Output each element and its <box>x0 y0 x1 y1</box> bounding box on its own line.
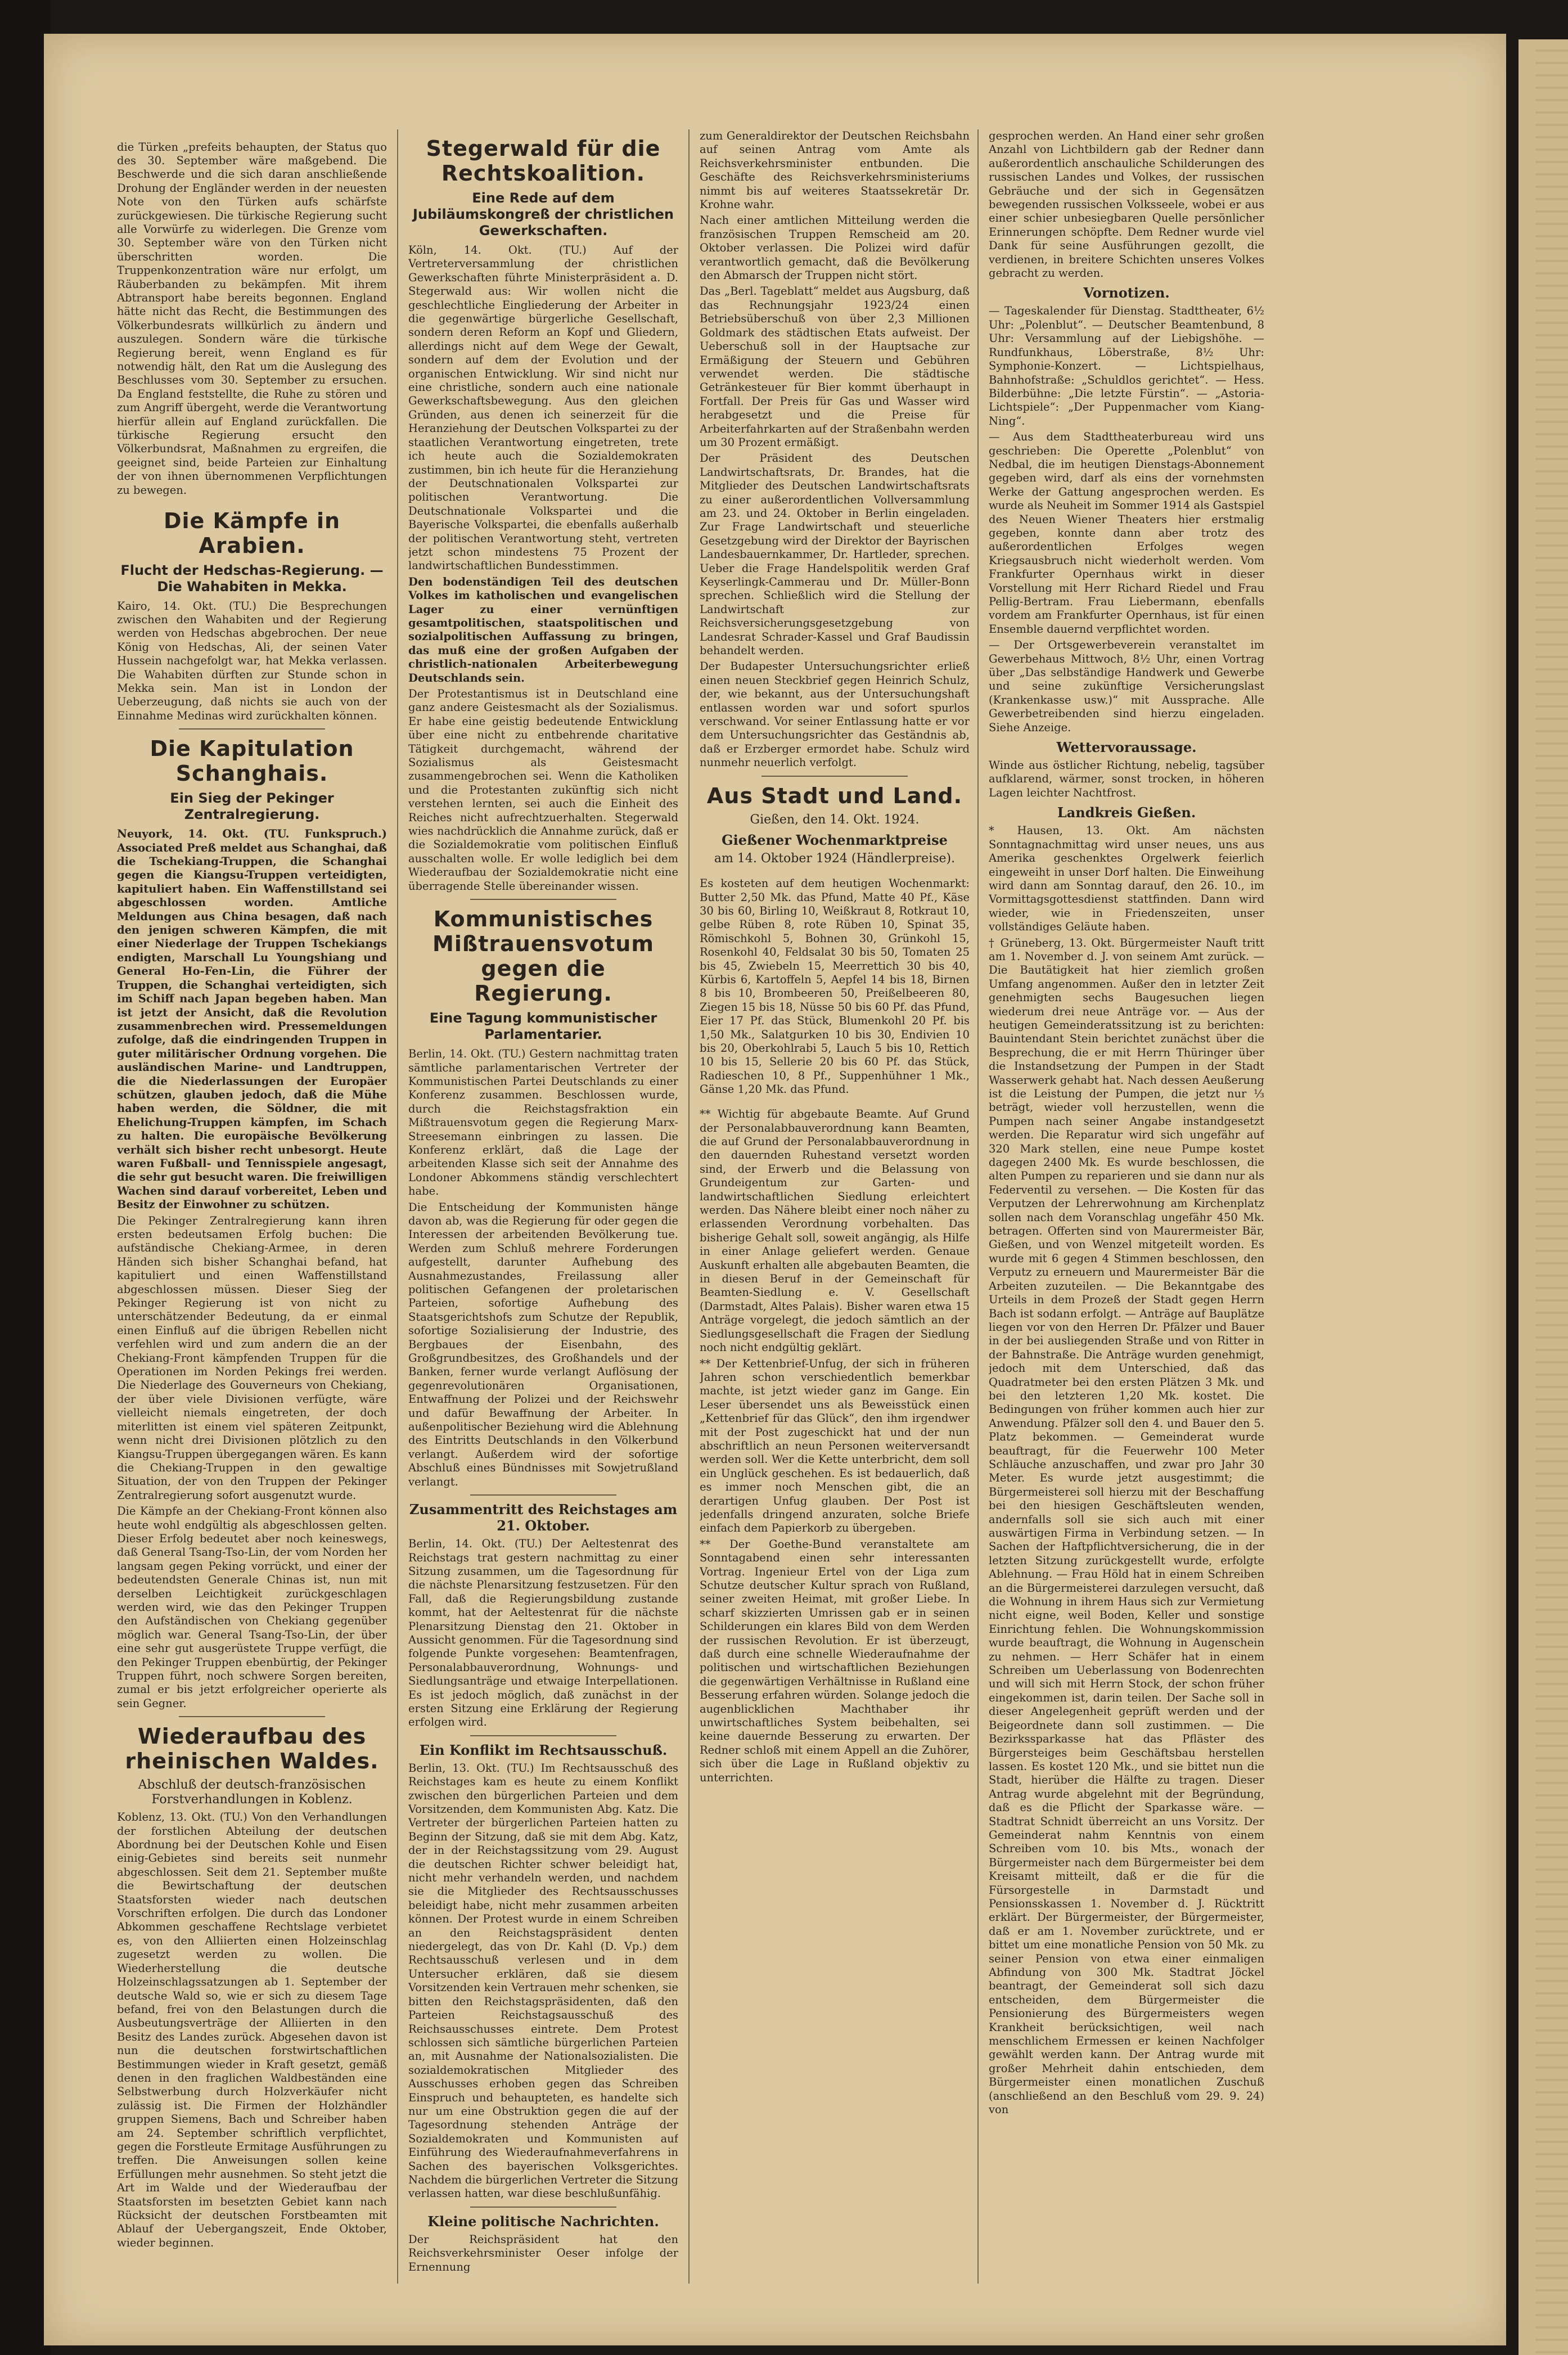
headline-wetter: Wettervoraussage. <box>1056 739 1197 756</box>
article-stegerwald-bold: Den bodenständigen Teil des deutschen Volkes im katholischen und evangelischen Lager zu einer vernünftigen gesamtpolitischen, staatspolitischen und sozialpolitischen Auffassung zu bringen, das muß eine der großen Aufgaben der christlich-nationalen Arbeiterbewegung Deutschlands sein. <box>408 575 678 685</box>
article-shanghai-lead: Neuyork, 14. Okt. (TU. Funkspruch.) Associated Preß meldet aus Schanghai, daß die Tschekiang-Truppen, die Schanghai gegen die Kiangsu-Truppen verteidigten, kapituliert haben. Ein Waffenstillstand sei abgeschlossen worden. Amtliche Meldungen aus China besagen, daß nach den jenigen schweren Kämpfen, die mit einer Niederlage der Truppen Tschekiangs endigten, Marschall Lu Youngshiang und General Ho-Fen-Lin, die Führer der Truppen, die Schanghai verteidigten, sich im Schiff nach Japan begeben haben. Man ist jetzt der Ansicht, daß die Revolution zusammenbrechen wird. Pressemeldungen zufolge, daß die eindringenden Truppen in guter militärischer Ordnung vorgehen. Die ausländischen Marine- und Landtruppen, die die Niederlassungen der Europäer schützen, glauben jedoch, daß die Mühe haben werden, die Söldner, die mit Ehelichung-Truppen kämpfen, im Schach zu halten. Die europäische Bevölkerung verhält sich bisher recht unbesorgt. Heute waren Fußball- und Tennisspiele angesagt, die sehr gut besucht waren. Die freiwilligen Wachen sind darauf vorbereitet, Leben und Besitz der Einwohner zu schützen. <box>117 827 387 1212</box>
article-reichsbahn: zum Generaldirektor der Deutschen Reichsbahn auf seinen Antrag vom Amte als Reichsverkehrsminister entbunden. Die Geschäfte des Reichsverkehrsministeriums nimmt bis auf weiteres Staatssekretär Dr. Krohne wahr. <box>700 129 970 211</box>
headline-stegerwald: Stegerwald für die Rechtskoalition. <box>426 136 661 186</box>
article-stegerwald: Köln, 14. Okt. (TU.) Auf der Vertreterversammlung der christlichen Gewerkschaften führte Ministerpräsident a. D. Stegerwald aus: Wir wollen nicht die geschlechtliche Eingliederung der Arbeiter in die gegenwärtige bürgerliche Gesellschaft, sondern deren Reform an Kopf und Gliedern, allerdings nicht auf dem Wege der Gewalt, sondern auf dem der Evolution und der organischen Entwicklung. Wir sind nicht nur eine christliche, sondern auch eine nationale Gewerkschaftsbewegung. Aus den gleichen Gründen, aus denen ich seinerzeit für die Heranziehung der Deutschen Volkspartei zu der staatlichen Verantwortung eingetreten, trete ich heute auch die Sozialdemokraten zustimmen, bin ich heute für die Heranziehung der Deutschnationalen Volkspartei zur politischen Verantwortung. Die Deutschnationale Volkspartei und die Bayerische Volkspartei, die ebenfalls außerhalb der politischen Verantwortung steht, vertreten jetzt schon mindestens 75 Prozent der landwirtschaftlichen Bundesstimmen. <box>408 244 678 573</box>
headline-market-prices: Gießener Wochenmarktpreise <box>722 831 948 848</box>
headline-shanghai: Die Kapitulation Schanghais. <box>150 736 354 786</box>
article-turkey-continued: die Türken „prefeits behaupten, der Status quo des 30. September wäre maßgebend. Die Beschwerde und die sich daran anschließende Drohung der Engländer werden in der neuesten Note von den Türken aufs schärfste zurückgewiesen. Die türkische Regierung sucht alle Vorwürfe zu widerlegen. Die Grenze vom 30. September wäre von den Türken nicht überschritten worden. Die Truppenkonzentration wäre nur erfolgt, um Räuberbanden zu bekämpfen. Mit ihrem Abtransport habe bereits begonnen. England hätte nicht das Recht, die Bestimmungen des Völkerbundesrats willkürlich zu ändern und auszulegen. Sondern wäre die türkische Regierung bereit, wenn England es für notwendig hält, den Rat um die Auslegung des Beschlusses vom 30. September zu ersuchen. Da England feststellte, die Ruhe zu stören und zum Angriff übergeht, werde die Verantwortung hierfür allein auf England zurückfallen. Die türkische Regierung ersucht den Völkerbundsrat, Maßnahmen zu ergreifen, die geeignet sind, beide Parteien zur Einhaltung der von ihnen übernommenen Verpflichtungen zu bewegen. <box>117 140 387 497</box>
subheadline-kpd: Eine Tagung kommunistischer Parlamentarier. <box>429 1010 657 1043</box>
subheadline-market-prices: am 14. Oktober 1924 (Händlerpreise). <box>714 851 956 866</box>
article-shanghai-body-2: Die Kämpfe an der Chekiang-Front können also heute wohl endgültig als abgeschlossen gelten. Dieser Erfolg bedeutet aber noch keineswegs, daß General Tsang-Tso-Lin, der vom Norden her langsam gegen Peking vorrückt, und einer der bedeutendsten Generale Chinas ist, nun mit derselben Leichtigkeit zurückgeschlagen werden wird, wie das den Pekinger Truppen den Aufständischen von Chekiang gegenüber möglich war. General Tsang-Tso-Lin, der über eine sehr gut ausgerüstete Truppe verfügt, die den Pekinger Truppen ebenbürtig, der Pekinger Truppen führt, noch schwere Sorgen bereiten, zumal er bis jetzt erfolgreicher operierte als sein Gegner. <box>117 1505 387 1710</box>
article-remscheid: Nach einer amtlichen Mitteilung werden die französischen Truppen Remscheid am 20. Oktober verlassen. Die Polizei wird dafür verantwortlich gemacht, daß die Bevölkerung den Abmarsch der Truppen nicht stört. <box>700 214 970 282</box>
column-4 <box>989 129 1264 2284</box>
subheadline-shanghai: Ein Sieg der Pekinger Zentralregierung. <box>170 790 334 823</box>
subheadline-arabia: Flucht der Hedschas-Regierung. — Die Wahabiten in Mekka. <box>120 562 384 595</box>
article-tageskalender: — Tageskalender für Dienstag. Stadttheater, 6½ Uhr: „Polenblut“. — Deutscher Beamtenbund, 8 Uhr: Versammlung auf der Liebigshöhe. — Rundfunkhaus, Löberstraße, 8½ Uhr: Symphonie-Konzert. — Lichtspielhaus, Bahnhofstraße: „Schuldlos gerichtet“. — Hess. Bilderbühne: „Die letzte Fürstin“. — „Astoria-Lichtspiele“: „Der Puppenmacher vom Kiang-Ning“. <box>989 304 1264 427</box>
article-kettenbrief: ** Der Kettenbrief-Unfug, der sich in früheren Jahren schon verschiedentlich bemerkbar machte, ist jetzt wieder ganz im Gange. Ein Leser übersendet uns als Beweisstück einen „Kettenbrief für das Glück“, den ihm irgendwer mit der Post zugeschickt hat und der nun abschriftlich an neun Personen weiterversandt werden soll. Wer die Kette unterbricht, dem soll ein Unglück geschehen. Es ist bedauerlich, daß es immer noch Menschen gibt, die an derartigen Unfug glauben. Der Post ist jedenfalls dringend anzuraten, solche Briefe einfach dem Papierkorb zu übergeben. <box>700 1357 970 1535</box>
article-arabia: Kairo, 14. Okt. (TU.) Die Besprechungen zwischen den Wahabiten und der Regierung werden von Hedschas abgebrochen. Der neue König von Hedschas, Ali, der seinen Vater Hussein nachgefolgt war, hat Mekka verlassen. Die Wahabiten dürften zur Stunde schon in Mekka sein. Man ist in London der Ueberzeugung, daß nichts sie auch von der Einnahme Medinas wird zurückhalten können. <box>117 599 387 722</box>
separator <box>470 899 616 900</box>
section-title-stadt-und-land: Aus Stadt und Land. <box>706 783 963 808</box>
adjacent-page-text <box>1535 39 1568 2355</box>
article-forest: Koblenz, 13. Okt. (TU.) Von den Verhandlungen der forstlichen Abteilung der deutschen Abordnung bei der Deutschen Kohle und Eisen einig-Gebietes sind bereits seit nunmehr abgeschlossen. Seit dem 21. September mußte die Bewirtschaftung der deutschen Staatsforsten wieder nach deutschen Vorschriften erfolgen. Die durch das Londoner Abkommen geschaffene Rechtslage verbietet es, von den Alliierten einen Holzeinschlag zugesetzt werden zu wollen. Die Wiederherstellung die deutsche Holzeinschlagssatzungen ab 1. September der deutsche Wald so, wie er sich zu diesem Tage befand, frei von den Belastungen durch die Ausbeutungsverträge der Alliierten in den Besitz des Landes zurück. Abgesehen davon ist nun die deutschen forstwirtschaftlichen Bestimmungen wieder in Kraft gesetzt, gemäß denen in den fraglichen Waldbeständen eine Selbstwerbung durch Holzverkäufer nicht zulässig ist. Die Firmen der Holzhändler gruppen Siemens, Bach und Schreiber haben am 24. September schriftlich verpflichtet, gegen die Forstleute Ermitage Ausführungen zu treffen. Die Anweisungen sollen keine Erfüllungen mehr ausnehmen. So steht jetzt die Art im Walde und der Wiederaufbau der Staatsforsten im besetzten Gebiet kann nach Rücksicht der deutschen Forstbeamten mit Ablauf der Uebergangszeit, Ende Oktober, wieder beginnen. <box>117 1811 387 2249</box>
article-goethe-bund: ** Der Goethe-Bund veranstaltete am Sonntagabend einen sehr interessanten Vortrag. Ingenieur Ertel von der Liga zum Schutze deutscher Kultur sprach von Rußland, seiner zweiten Heimat, mit großer Liebe. In scharf skizzierten Umrissen gab er in seinen Schilderungen ein klares Bild von dem Werden der russischen Revolution. Er ist überzeugt, daß durch eine schnelle Wiederaufnahme der politischen und wirtschaftlichen Beziehungen die gegenwärtigen Verhältnisse in Rußland eine Besserung erfahren würden. Solange jedoch die augenblicklichen Machthaber ihr unwirtschaftliches System beibehalten, sei keine dauernde Besserung zu erwarten. Der Redner schloß mit einem Appell an die Zuhörer, sich über die Lage in Rußland objektiv zu unterrichten. <box>700 1537 970 1784</box>
subheadline-forest: Abschluß der deutsch-französischen Forstverhandlungen in Koblenz. <box>138 1778 366 1807</box>
article-goethe-continued: gesprochen werden. An Hand einer sehr großen Anzahl von Lichtbildern gab der Redner dann außerordentlich anschauliche Schilderungen des russischen Landes und Volkes, der russischen Gebräuche und der sich in Gegensätzen bewegenden russischen Volksseele, wobei er aus einer schier unbesiegbaren Quelle persönlicher Erinnerungen schöpfte. Dem Redner wurde viel Dank für seine Ausführungen gezollt, die verdienen, in breitere Schichten unseres Volkes gebracht zu werden. <box>989 129 1264 280</box>
headline-reichstag: Zusammentritt des Reichstages am 21. Oktober. <box>409 1501 678 1534</box>
separator <box>470 2207 616 2208</box>
article-kpd-2: Die Entscheidung der Kommunisten hänge davon ab, was die Regierung für oder gegen die Interessen der arbeitenden Bevölkerung tue. Werden zum Schluß mehrere Forderungen aufgestellt, darunter Aufhebung des Ausnahmezustandes, Freilassung aller politischen Gefangenen der proletarischen Parteien, sofortige Aufhebung des Staatsgerichtshofs zum Schutze der Republik, sofortige Sozialisierung der Industrie, des Bergbaues der Eisenbahn, des Großgrundbesitzes, des Großhandels und der Banken, ferner wurde verlangt Auflösung der gegenrevolutionären Organisationen, Entwaffnung der Polizei und der Reichswehr und dafür Bewaffnung der Arbeiter. In außenpolitischer Beziehung wird die Ablehnung des Eintritts Deutschlands in den Völkerbund verlangt. Außerdem wird der sofortige Abschluß eines Bündnisses mit Sowjetrußland verlangt. <box>408 1200 678 1488</box>
column-rule <box>688 129 690 2284</box>
market-price-list: Es kosteten auf dem heutigen Wochenmarkt: Butter 2,50 Mk. das Pfund, Matte 40 Pf., Käse 30 bis 60, Birling 10, Weißkraut 8, Rotkraut 10, gelbe Rüben 8, rote Rüben 10, Spinat 35, Römischkohl 5, Bohnen 30, Grünkohl 15, Rosenkohl 40, Feldsalat 30 bis 50, Tomaten 25 bis 45, Zwiebeln 15, Meerrettich 30 bis 40, Kürbis 6, Kartoffeln 5, Aepfel 14 bis 18, Birnen 8 bis 10, Brombeeren 50, Preißelbeeren 80, Ziegen 15 bis 18, Nüsse 50 bis 60 Pf. das Pfund, Eier 17 Pf. das Stück, Blumenkohl 20 Pf. bis 1,50 Mk., Salatgurken 10 bis 30, Endivien 10 bis 20, Oberkohlrabi 5, Lauch 5 bis 10, Rettich 10 bis 15, Sellerie 20 bis 60 Pf. das Stück, Radieschen 10, 8 Pf., Suppenhühner 1 Mk., Gänse 1,20 Mk. das Pfund. <box>700 877 970 1096</box>
headline-forest: Wiederaufbau des rheinischen Waldes. <box>125 1724 379 1774</box>
article-augsburg: Das „Berl. Tageblatt“ meldet aus Augsburg, daß das Rechnungsjahr 1923/24 einen Betriebsüberschuß von über 2,3 Millionen Goldmark des städtischen Etats aufweist. Der Ueberschuß soll in der Hauptsache zur Ermäßigung der Steuern und Gebühren verwendet werden. Die städtische Getränkesteuer für Bier kommt überhaupt in Fortfall. Der Preis für Gas und Wasser wird herabgesetzt und die Preise für Arbeiterfahrkarten auf der Straßenbahn werden um 30 Prozent ermäßigt. <box>700 285 970 449</box>
article-grueneberg: † Grüneberg, 13. Okt. Bürgermeister Nauft tritt am 1. November d. J. von seinem Amt zurück. — Die Bautätigkeit hat hier ziemlich großen Umfang angenommen. Außer den in letzter Zeit genehmigten sechs Baugesuchen liegen wiederum drei neue Anträge vor. — Aus der heutigen Gemeinderatssitzung ist zu berichten: Bauintendant Stein berichtet zunächst über die Besprechung, die er mit Herrn Thüringer über die Instandsetzung der Pumpen in der Stadt Wasserwerk gehabt hat. Nach dessen Aeußerung ist die Leistung der Pumpen, die jetzt nur ⅓ beträgt, wieder voll herzustellen, wenn die Pumpen nach seiner Angabe instandgesetzt werden. Die Reparatur wird sich ungefähr auf 320 Mark stellen, eine neue Pumpe kostet dagegen 2400 Mk. Es wurde beschlossen, die alten Pumpen zu reparieren und sie dann nur als Federventil zu versehen. — Die Kosten für das Verputzen der Lehrerwohnung am Kirchenplatz sollen nach dem Voranschlag ungefähr 450 Mk. betragen. Offerten sind von Maurermeister Bär, Gießen, und von Wenzel mitgeteilt worden. Es wurde mit 6 gegen 4 Stimmen beschlossen, den Verputz zu erneuern und Maurermeister Bär die Arbeiten zuzuteilen. — Die Bekanntgabe des Urteils in dem Prozeß der Stadt gegen Herrn Bach ist sodann erfolgt. — Anträge auf Bauplätze liegen vor von den Herren Dr. Pfälzer und Bauer in der bei ausliegenden Straße und von Ritter in der Bahnstraße. Die Anträge wurden genehmigt, jedoch mit dem Unterschied, daß das Quadratmeter bei den ersten Plätzen 3 Mk. und bei den letzteren 1,20 Mk. kostet. Die Bedingungen von früher kommen auch hier zur Anwendung. Pfälzer soll den 4. und Bauer den 5. Platz bekommen. — Gemeinderat wurde beauftragt, für die Feuerwehr 100 Meter Schläuche anzuschaffen, und zwar pro Jahr 30 Meter. Es wurde jetzt ausgestimmt; die Bürgermeisterei soll hierzu mit der Beschaffung bei den hiesigen Geschäftsleuten wenden, andernfalls soll sie sich auch mit einer auswärtigen Firma in Verbindung setzen. — In Sachen der Haftpflichtversicherung, die in der letzten Sitzung zurückgestellt wurde, erfolgte Ablehnung. — Frau Höld hat in einem Schreiben an die Bürgermeisterei darzulegen versucht, daß die Wohnung in ihrem Haus sich zur Vermietung nicht eigne, weil Boden, Keller und sonstige Einrichtung fehlen. Die Wohnungskommission wurde beauftragt, die Wohnung in Augenschein zu nehmen. — Herr Schäfer hat in einem Schreiben um Ueberlassung von Bodenrechten und will sich mit Herrn Stock, der schon früher eingekommen ist, darin teilen. Der Sache soll in dieser Angelegenheit geprüft werden und der Beigeordnete dann soll zustimmen. — Die Bezirkssparkasse hat das Pfläster des Bürgersteiges beim Geschäftsbau herstellen lassen. Es kostet 120 Mk., und sie bittet nun die Stadt, hierüber die Hälfte zu tragen. Dieser Antrag wurde abgelehnt mit der Begründung, daß es die Pflicht der Sparkasse wäre. — Stadtrat Schnidt überreicht an uns Vorsitz. Der Gemeinderat nahm Kenntnis von einem Schreiben vom 10. bis Mts., wonach der Bürgermeister nach dem Bürgermeister bei dem Kreisamt mitteilt, daß er die für die Fürsorgestelle in Darmstadt und Pensionsskassen 1. November d. J. Rücktritt erklärt. Der Bürgermeister, der Bürgermeister, daß er am 1. November zurücktrete, und er bittet um eine monatliche Pension von 50 Mk. zu seiner Pension von etwa einer einmaligen Abfindung von 300 Mk. Stadtrat Jöckel beantragt, der Gemeinderat soll sich dazu entscheiden, dem Bürgermeister die Pensionierung des Bürgermeisters wegen Krankheit berücksichtigen, weil nach menschlichem Ermessen er keinen Nachfolger gewählt werden kann. Der Antrag wurde mit großer Mehrheit dahin entschieden, dem Bürgermeister einen monatlichen Zuschuß (anschließend an den Beschluß vom 29. 9. 24) von <box>989 936 1264 2117</box>
separator <box>179 728 325 730</box>
article-konflikt: Berlin, 13. Okt. (TU.) Im Rechtsausschuß des Reichstages kam es heute zu einem Konflikt zwischen den bürgerlichen Parteien und dem Vorsitzenden, dem Kommunisten Abg. Katz. Die Vertreter der bürgerlichen Parteien hatten zu Beginn der Sitzung, daß sie mit dem Abg. Katz, der in der Reichstagssitzung vom 29. August die deutschen Richter schwer beleidigt hat, nicht mehr verhandeln werden, und nachdem sie die Mitglieder des Rechtsausschusses beleidigt habe, nicht mehr zusammen arbeiten können. Der Protest wurde in einem Schreiben an den Reichstagspräsident denten niedergelegt, das von Dr. Kahl (D. Vp.) dem Rechtsausschuß verlesen und in dem Untersucher erklären, daß sie diesem Vorsitzenden kein Vertrauen mehr schenken, sie bitten den Reichstagspräsidenten, daß den Parteien Reichstagsausschuß des Reichsausschusses eintrete. Dem Protest schlossen sich sämtliche bürgerlichen Parteien an, mit Ausnahme der Nationalsozialisten. Die sozialdemokratischen Mitglieder des Ausschusses erhoben gegen das Schreiben Einspruch und behaupteten, es handelte sich nur um eine Obstruktion gegen die auf der Tagesordnung stehenden Anträge der Sozialdemokraten und Kommunisten auf Einführung des Wiederaufnahmeverfahrens in Sachen des bayerischen Volksgerichtes. Nachdem die bürgerlichen Vertreter die Sitzung verlassen hatten, war diese beschlußunfähig. <box>408 1761 678 2200</box>
article-hausen: * Hausen, 13. Okt. Am nächsten Sonntagnachmittag wird unser neues, uns aus Amerika geschenktes Orgelwerk feierlich eingeweiht in unser Dorf halten. Die Einweihung wird dann am Sonntag darauf, den 26. 10., im Vormittagsgottesdienst stattfinden. Dann wird wieder, wie in Friedenszeiten, unser vollständiges Geläute haben. <box>989 824 1264 934</box>
column-3 <box>700 129 970 2284</box>
subheadline-stegerwald: Eine Rede auf dem Jubiläumskongreß der christlichen Gewerkschaften. <box>413 190 674 238</box>
column-1 <box>117 129 387 2284</box>
headline-kleine: Kleine politische Nachrichten. <box>427 2213 659 2230</box>
article-stadttheater: — Aus dem Stadttheaterbureau wird uns geschrieben: Die Operette „Polenblut“ von Nedbal, die im heutigen Dienstags-Abonnement gegeben wird, darf als eins der vornehmsten Werke der Gattung angesprochen werden. Es wurde als Neuheit im Sommer 1914 als Gastspiel des Neuen Wiener Theaters hier erstmalig gegeben, konnte dann aber trotz des außerordentlichen Erfolges wegen Kriegsausbruch nicht wiederholt werden. Vom Frankfurter Opernhaus wirkt in dieser Vorstellung mit Herr Richard Riedel und Frau Pellig-Bertram. Frau Liebermann, ebenfalls vordem am Frankfurter Opernhaus, ist für einen Ensemble dauernd verpflichtet worden. <box>989 430 1264 636</box>
article-beamte: ** Wichtig für abgebaute Beamte. Auf Grund der Personalabbauverordnung kann Beamten, die auf Grund der Personalabbauverordnung in den dauernden Ruhestand versetzt worden sind, der Erwerb und die Belassung von Grundeigentum zur Garten- und landwirtschaftlichen Siedlung erleichtert werden. Das Nähere bleibt einer noch näher zu erlassenden Verordnung vorbehalten. Das bisherige Gehalt soll, soweit angängig, als Hilfe in einer Anlage geliefert werden. Genaue Auskunft erhalten alle abgebauten Beamten, die in diesen Beruf in der Gemeinschaft für Beamten-Siedlung e. V. Gesellschaft (Darmstadt, Altes Palais). Bisher waren etwa 15 Anträge vorgelegt, die jedoch sämtlich an der Siedlungsgesellschaft die Fragen der Siedlung noch nicht endgültig geklärt. <box>700 1107 970 1354</box>
headline-landkreis: Landkreis Gießen. <box>1057 804 1196 821</box>
article-reichstag: Berlin, 14. Okt. (TU.) Der Aeltestenrat des Reichstags trat gestern nachmittag zu einer Sitzung zusammen, um die Tagesordnung für die nächste Plenarsitzung festzusetzen. Für den Fall, daß die Regierungsbildung zustande kommt, hat der Aeltestenrat für die nächste Plenarsitzung Dienstag den 21. Oktober in Aussicht genommen. Für die Tagesordnung sind folgende Punkte vorgesehen: Beamtenfragen, Personalabbauverordnung, Wohnungs- und Siedlungsanträge und etwaige Interpellationen. Es ist jedoch möglich, daß zunächst in der ersten Sitzung eine Erklärung der Regierung erfolgen wird. <box>408 1537 678 1729</box>
separator <box>470 1494 616 1496</box>
background-edge <box>0 0 51 2355</box>
headline-konflikt: Ein Konflikt im Rechtsausschuß. <box>419 1741 668 1758</box>
separator <box>762 776 908 777</box>
article-ortsgewerbeverein: — Der Ortsgewerbeverein veranstaltet im Gewerbehaus Mittwoch, 8½ Uhr, einen Vortrag über „Das selbständige Handwerk und Gewerbe und seine zukünftige Versicherungslast (Krankenkasse usw.)“ mit Aussprache. Alle Gewerbetreibenden sind hierzu eingeladen. Siehe Anzeige. <box>989 638 1264 734</box>
separator <box>470 1735 616 1736</box>
article-stegerwald-2: Der Protestantismus ist in Deutschland eine ganz andere Geistesmacht als der Sozialismus. Er habe eine geistig bedeutende Entwicklung über eine nicht zu entbehrende charitative Tätigkeit durchgemacht, während der Sozialismus als Geistesmacht zusammengebrochen sei. Wenn die Katholiken und die Protestanten zukünftig sich nicht verstehen lernten, sei auch die Einheit des Reiches nicht aufrechtzuerhalten. Stegerwald wies nachdrücklich die Annahme zurück, daß er die Sozialdemokratie vom politischen Einfluß ausschalten wolle. Er wolle lediglich bei dem Wiederaufbau der Sozialdemokratie nicht eine überragende Stelle übereinander wissen. <box>408 687 678 893</box>
article-kpd: Berlin, 14. Okt. (TU.) Gestern nachmittag traten sämtliche parlamentarischen Vertreter der Kommunistischen Partei Deutschlands zu einer Konferenz zusammen. Beschlossen wurde, durch die Reichstagsfraktion ein Mißtrauensvotum gegen die Regierung Marx-Streesemann einbringen zu lassen. Die Konferenz erklärt, daß die Lage der arbeitenden Klasse sich seit der Annahme des Londoner Abkommens ständig verschlechtert habe. <box>408 1047 678 1198</box>
article-kleine: Der Reichspräsident hat den Reichsverkehrsminister Oeser infolge der Ernennung <box>408 2232 678 2273</box>
adjacent-page-edge <box>1519 39 1568 2355</box>
headline-vornotizen: Vornotizen. <box>1083 285 1170 301</box>
article-landwirtschaftsrat: Der Präsident des Deutschen Landwirtschaftsrats, Dr. Brandes, hat die Mitglieder des Deutschen Landwirtschaftsrats zu einer außerordentlichen Vollversammlung am 23. und 24. Oktober in Berlin eingeladen. Zur Frage Landwirtschaft und steuerliche Gesetzgebung wird der Direktor der Bayrischen Landesbauernkammer, Dr. Hartleder, sprechen. Ueber die Frage Handelspolitik werden Graf Keyserlingk-Cammerau und Dr. Müller-Bonn sprechen. Schließlich wird die Stellung der Landwirtschaft zur Reichsversicherungsgesetzgebung von Landesrat Schrader-Kassel und Graf Baudissin behandelt werden. <box>700 452 970 658</box>
column-rule <box>397 129 398 2284</box>
headline-arabia: Die Kämpfe in Arabien. <box>163 508 341 558</box>
headline-kpd: Kommunistisches Mißtrauensvotum gegen die Regierung. <box>432 907 654 1006</box>
dateline: Gießen, den 14. Okt. 1924. <box>750 812 920 827</box>
column-rule <box>977 129 979 2284</box>
article-wetter: Winde aus östlicher Richtung, nebelig, tagsüber aufklarend, wärmer, sonst trocken, in höheren Lagen leichter Nachtfrost. <box>989 759 1264 799</box>
article-shanghai-body: Die Pekinger Zentralregierung kann ihren ersten bedeutsamen Erfolg buchen: Die aufständische Chekiang-Armee, in deren Händen sich bisher Schanghai befand, hat kapituliert und einen Waffenstillstand abgeschlossen müssen. Dieser Sieg der Pekinger Regierung ist von nicht zu unterschätzender Bedeutung, da er einmal einen Einfluß auf die übrigen Rebellen nicht verfehlen wird und zum andern die an der Chekiang-Front kämpfenden Truppen für die Operationen im Norden Pekings frei werden. Die Niederlage des Gouverneurs von Chekiang, der über viele Divisionen verfügte, wäre vielleicht niemals eingetreten, der doch miterlitten ist einem viel späteren Zeitpunkt, wenn nicht drei Divisionen plötzlich zu den Kiangsu-Truppen übergegangen wären. Es kann die Chekiang-Truppen in den gewaltige Situation, der von den Truppen der Pekinger Zentralregierung sofort ausgenutzt wurde. <box>117 1214 387 1502</box>
separator <box>179 1716 325 1717</box>
column-2 <box>408 129 678 2284</box>
article-budapest: Der Budapester Untersuchungsrichter erließ einen neuen Steckbrief gegen Heinrich Schulz, der, wie bekannt, aus der Untersuchungshaft entlassen worden war und sofort spurlos verschwand. Vor seiner Entlassung hatte er vor dem Untersuchungsrichter das Geständnis ab, daß er Erzberger ermordet habe. Schulz wird nunmehr neuerlich verfolgt. <box>700 660 970 769</box>
